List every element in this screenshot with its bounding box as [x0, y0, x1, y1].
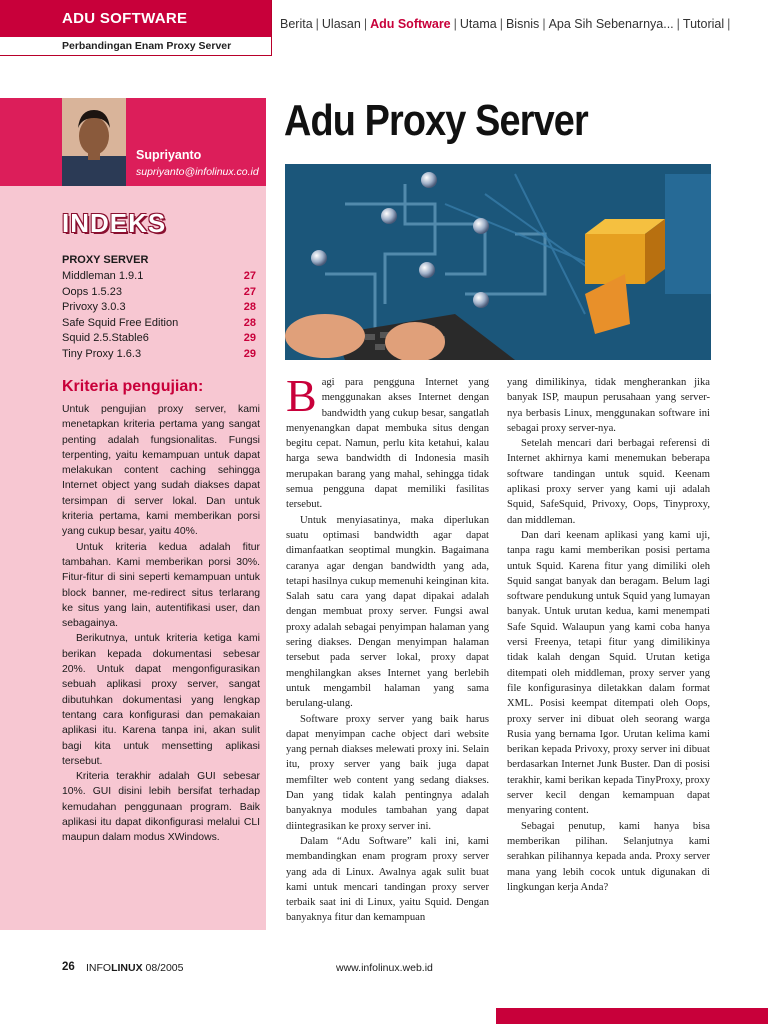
top-navigation: Berita | Ulasan | Adu Software | Utama | Bisnis | Apa Sih Sebenarnya... | Tutorial | — [280, 17, 731, 31]
nav-item[interactable]: Tutorial — [682, 17, 725, 31]
indeks-item-page: 28 — [243, 301, 256, 314]
section-tab — [0, 0, 272, 56]
author-band — [0, 98, 266, 186]
indeks-title: INDEKS — [62, 208, 167, 238]
indeks-item-name: Middleman 1.9.1 — [62, 270, 144, 282]
kriteria-title: Kriteria pengujian: — [62, 378, 204, 395]
indeks-item-page: 27 — [243, 285, 256, 298]
bottom-accent-bar — [496, 1008, 768, 1024]
magazine-bold: LINUX — [111, 962, 143, 974]
indeks-category: PROXY SERVER — [62, 254, 149, 266]
article-headline: Adu Proxy Server — [284, 96, 588, 145]
nav-separator: | — [315, 17, 319, 31]
indeks-item-name: Oops 1.5.23 — [62, 285, 122, 298]
indeks-list — [62, 269, 256, 363]
indeks-item-page: 27 — [243, 270, 256, 282]
indeks-item-page: 29 — [243, 332, 256, 345]
indeks-item — [62, 316, 256, 332]
hero-image — [285, 164, 711, 360]
nav-item[interactable]: Berita — [280, 17, 313, 31]
section-subtitle: Perbandingan Enam Proxy Server — [0, 37, 271, 56]
nav-item[interactable]: Bisnis — [505, 17, 540, 31]
author-name: Supriyanto — [136, 148, 202, 162]
article-column-2 — [507, 375, 710, 895]
indeks-item-page: 29 — [243, 347, 256, 360]
paragraph: Setelah mencari dari berbagai referensi di Internet akhirnya kami menemukan beberapa software tandingan untuk squid. Keenam aplikasi proxy server yang kami uji adalah Squid, SafeSquid, Privoxy, Oops, Tinyproxy, dan middleman. — [507, 438, 710, 526]
nav-separator: | — [542, 17, 546, 31]
paragraph: agi para pengguna Internet yang menggunakan akses Internet dengan bandwidth yang cukup besar, sangatlah menyenangkan dapat membuka situs dengan begitu cepat. Namun, perlu kita ketahui, kalau harga sewa bandwidth di Indonesia masih merupakan barang yang mahal, sehingga tidak semua pengguna dapat memiliki fasilitas tersebut. — [286, 377, 489, 511]
indeks-item — [62, 285, 256, 301]
nav-item[interactable]: Adu Software — [370, 17, 451, 31]
indeks-item-name: Privoxy 3.0.3 — [62, 301, 126, 314]
author-avatar — [62, 98, 126, 186]
paragraph: Dan dari keenam aplikasi yang kami uji, tanpa ragu kami memberikan posisi pertama untuk Squid. Karena fitur yang dimiliki oleh Squid sangat banyak dan beragam. Belum lagi software pendukung untuk Squid yang lumayan banyak. Untuk urutan kedua, kami menempati Safe Squid. Walaupun yang kami coba hanya versi Freenya, tetapi fitur yang dimilikinya tidak kalah dengan Squid. Urutan ketiga ditempati oleh middleman, proxy server yang file konfigurasinya diletakkan dalam format XML. Posisi keempat ditempati oleh Oops, proxy server ini dibuat oleh seorang warga Rusia yang bernama Igor. Urutan kelima kami berikan kepada Privoxy, proxy server ini dibuat berdasarkan Internet Junk Buster. Dan di posisi terakhir, kami berikan kepada TinyProxy, proxy server kecil dengan kemampuan dapat menyaring content. — [507, 529, 710, 817]
indeks-item — [62, 269, 256, 285]
sidebar — [0, 98, 266, 930]
paragraph: Untuk menyiasatinya, maka diperlukan suatu optimasi bandwidth agar dapat dimanfaatkan seoptimal mungkin. Bagaimana caranya agar dengan bandwidth yang ada, tetapi hasilnya cukup memenuhi keinginan kita. Salah satu cara yang dapat dipakai adalah dengan membuat proxy server. Fungsi awal proxy adalah sebagai penyimpan halaman yang sering diakses. Dengan menyimpan halaman tersebut pada server lokal, proxy dapat menghilangkan akses Internet yang berlebih untuk mengambil halaman yang sama berulang-ulang. — [286, 514, 489, 710]
nav-separator: | — [363, 17, 368, 31]
indeks-item-name: Safe Squid Free Edition — [62, 316, 179, 329]
paragraph: Untuk kriteria kedua adalah fitur tambahan. Kami memberikan porsi 30%. Fitur-fitur di sini seperti kemampuan untuk block banner, me-redirect situs terlarang ke situs yang lain, autentifikasi user, dan sebagainya. — [62, 541, 260, 630]
section-title: ADU SOFTWARE — [0, 0, 271, 37]
nav-separator: | — [453, 17, 457, 31]
nav-separator: | — [499, 17, 503, 31]
paragraph: Software proxy server yang baik harus dapat menyimpan cache object dari website yang pernah diakses melewati proxy ini. Selain itu, proxy server yang baik juga dapat memfilter web content yang sedang diakses. Dan yang tidak kalah pentingnya adalah banyaknya modules tambahan yang dapat diintegrasikan ke proxy server ini. — [286, 713, 489, 832]
nav-item[interactable]: Ulasan — [321, 17, 361, 31]
paragraph: Dalam “Adu Software” kali ini, kami membandingkan enam program proxy server yang ada di Linux. Awalnya agak sulit buat kami untuk mencari tandingan proxy server terbaik saat ini di Linux, yaitu Squid. Dengan banyaknya fitur dan kemampuan — [286, 835, 489, 924]
indeks-item — [62, 300, 256, 316]
nav-separator: | — [676, 17, 680, 31]
paragraph: yang dimilikinya, tidak mengherankan jika banyak ISP, maupun perusahaan yang server-nya berbasis Linux, menggunakan software ini sebagai proxy server-nya. — [507, 377, 710, 434]
issue-date: 08/2005 — [145, 962, 184, 974]
indeks-item-page: 28 — [243, 316, 256, 329]
drop-cap: B — [286, 370, 317, 421]
footer-url[interactable]: www.infolinux.web.id — [336, 962, 433, 974]
paragraph: Kriteria terakhir adalah GUI sebesar 10%. GUI disini lebih bersifat terhadap kemudahan penggunaan program. Baik aplikasi itu dapat dikonfigurasi melalui CLI maupun dalam modus XWindows. — [62, 771, 260, 844]
magazine-issue — [86, 962, 183, 974]
paragraph: Sebagai penutup, kami hanya bisa memberikan pilihan. Selanjutnya kami serahkan pilihannya kepada anda. Proxy server mana yang lebih cocok untuk digunakan di lingkungan kerja Anda? — [507, 820, 710, 893]
page-number: 26 — [62, 961, 75, 973]
magazine-prefix: INFO — [86, 962, 112, 974]
indeks-item-name: Tiny Proxy 1.6.3 — [62, 347, 142, 360]
nav-item[interactable]: Utama — [459, 17, 497, 31]
kriteria-body — [62, 402, 260, 846]
article-column-1 — [286, 370, 489, 926]
paragraph: Untuk pengujian proxy server, kami menetapkan kriteria pertama yang sangat penting adalah fungsionalitas. Fungsi terpenting, yaitu kemampuan untuk dapat melakukan content caching sehingga Internet object yang sudah diakses dapat tersimpan di server lokal. Dan untuk kriteria pertama, kami memberikan porsi yang cukup besar, yaitu 40%. — [62, 404, 260, 538]
paragraph: Berikutnya, untuk kriteria ketiga kami berikan kepada dokumentasi sebesar 20%. Untuk dapat mengonfigurasikan sebuah aplikasi proxy server, sangat dibutuhkan dokumentasi yang lengkap tentang cara konfigurasi dan pemakaian aplikasi itu. Karena tanpa ini, akan sulit bagi kita untuk mensetting aplikasi tersebut. — [62, 633, 260, 767]
indeks-item — [62, 347, 256, 363]
author-email: supriyanto@infolinux.co.id — [136, 166, 259, 178]
nav-item[interactable]: Apa Sih Sebenarnya... — [548, 17, 674, 31]
indeks-item-name: Squid 2.5.Stable6 — [62, 332, 149, 345]
indeks-item — [62, 331, 256, 347]
